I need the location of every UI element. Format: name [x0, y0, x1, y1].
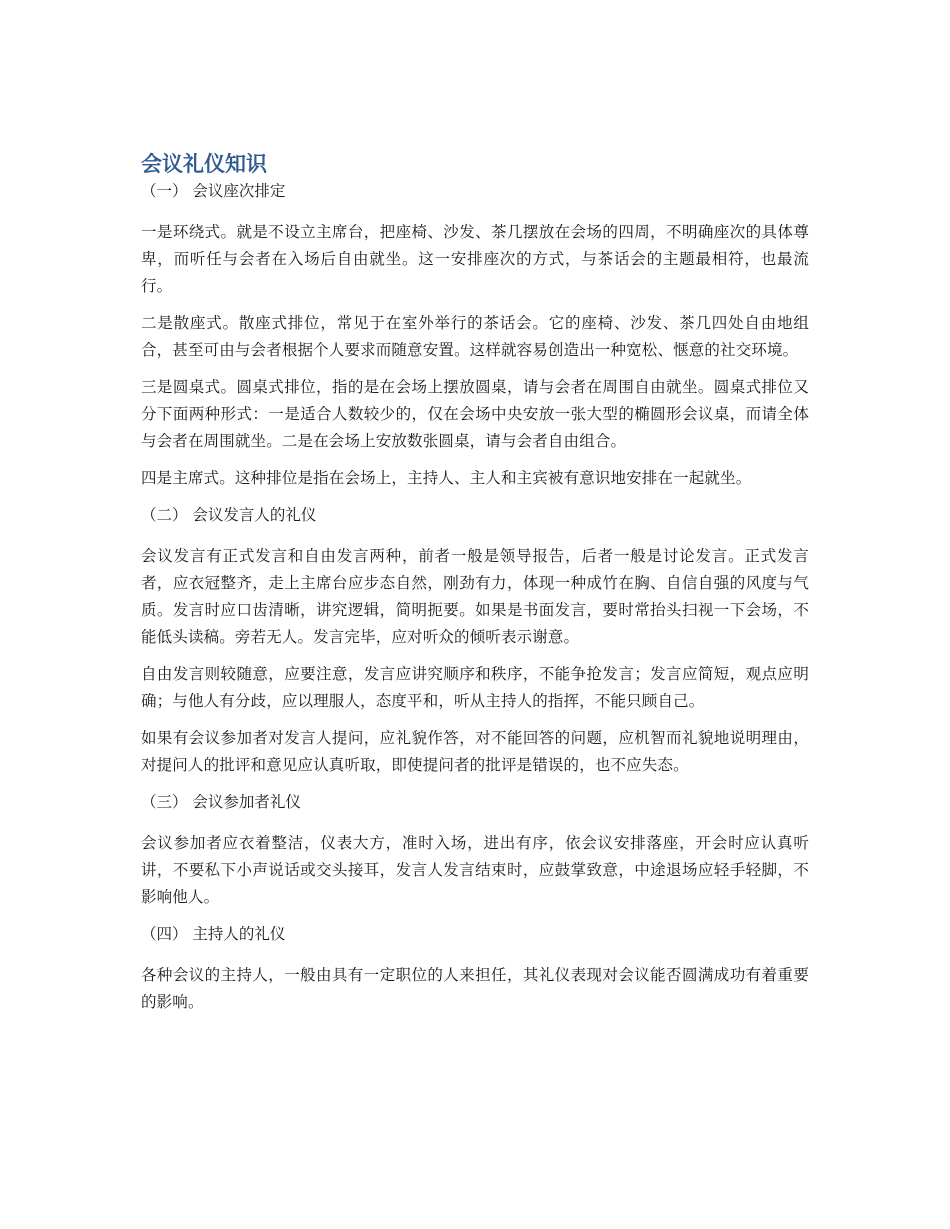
section-heading-1: （一） 会议座次排定	[141, 182, 286, 200]
document-page	[141, 148, 809, 1026]
section-heading-2: （二） 会议发言人的礼仪	[141, 506, 317, 524]
paragraph: 三是圆桌式。圆桌式排位，指的是在会场上摆放圆桌，请与会者在周围自由就坐。圆桌式排位又分下面两种形式：一是适合人数较少的，仅在会场中央安放一张大型的椭圆形会议桌，而请全体与会者在周围就坐。二是在会场上安放数张圆桌，请与会者自由组合。	[141, 378, 809, 450]
section-heading-4: （四） 主持人的礼仪	[141, 925, 286, 943]
paragraph: 一是环绕式。就是不设立主席台，把座椅、沙发、茶几摆放在会场的四周，不明确座次的具体尊卑，而听任与会者在入场后自由就坐。这一安排座次的方式，与茶话会的主题最相符，也最流行。	[141, 223, 809, 295]
section-heading-3: （三） 会议参加者礼仪	[141, 793, 301, 811]
document-title: 会议礼仪知识	[141, 152, 267, 176]
paragraph: 自由发言则较随意，应要注意，发言应讲究顺序和秩序，不能争抢发言；发言应简短，观点应明确；与他人有分歧，应以理服人，态度平和，听从主持人的指挥，不能只顾自己。	[141, 665, 809, 710]
paragraph: 会议参加者应衣着整洁，仪表大方，准时入场，进出有序，依会议安排落座，开会时应认真听讲，不要私下小声说话或交头接耳，发言人发言结束时，应鼓掌致意，中途退场应轻手轻脚，不影响他人。	[141, 834, 809, 906]
paragraph: 各种会议的主持人，一般由具有一定职位的人来担任，其礼仪表现对会议能否圆满成功有着重要的影响。	[141, 966, 809, 1011]
paragraph: 如果有会议参加者对发言人提问，应礼貌作答，对不能回答的问题，应机智而礼貌地说明理由，对提问人的批评和意见应认真听取，即使提问者的批评是错误的，也不应失态。	[141, 729, 809, 774]
paragraph: 四是主席式。这种排位是指在会场上，主持人、主人和主宾被有意识地安排在一起就坐。	[141, 469, 752, 487]
paragraph: 二是散座式。散座式排位，常见于在室外举行的茶话会。它的座椅、沙发、茶几四处自由地组合，甚至可由与会者根据个人要求而随意安置。这样就容易创造出一种宽松、惬意的社交环境。	[141, 314, 809, 359]
paragraph: 会议发言有正式发言和自由发言两种，前者一般是领导报告，后者一般是讨论发言。正式发言者，应衣冠整齐，走上主席台应步态自然，刚劲有力，体现一种成竹在胸、自信自强的风度与气质。发言时应口齿清晰，讲究逻辑，简明扼要。如果是书面发言，要时常抬头扫视一下会场，不能低头读稿。旁若无人。发言完毕，应对听众的倾听表示谢意。	[141, 547, 809, 646]
